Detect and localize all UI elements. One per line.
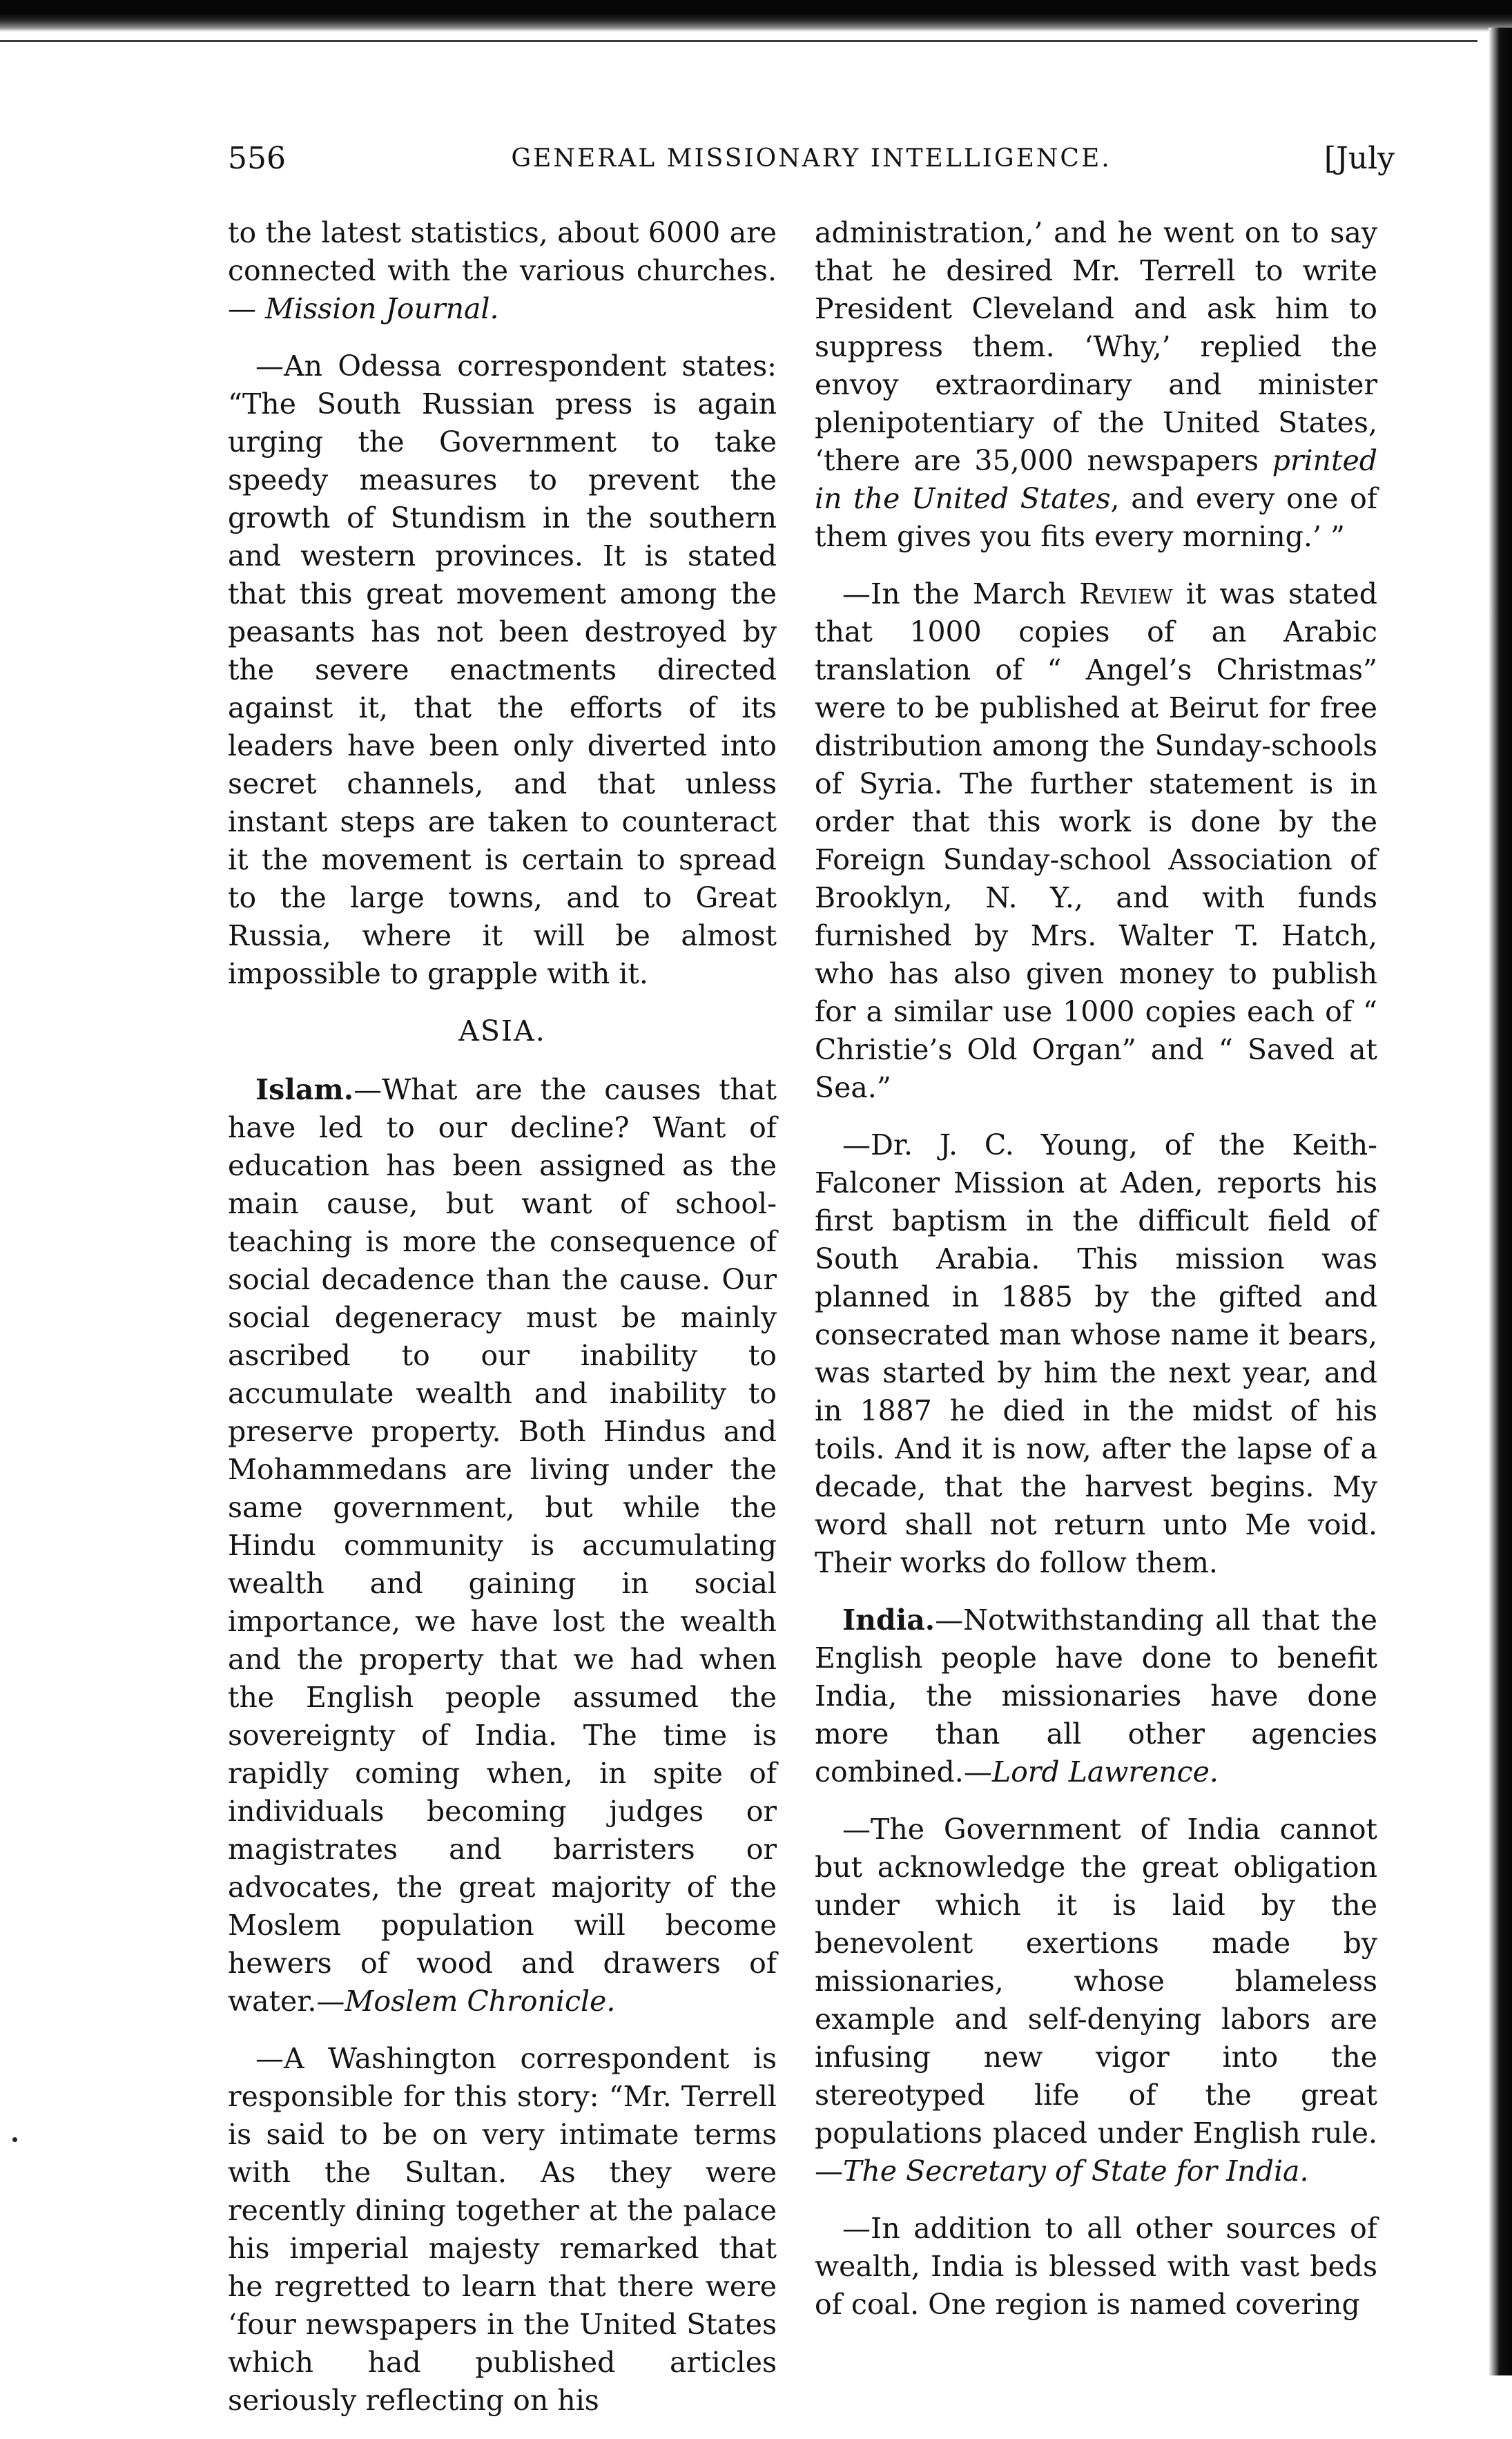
paragraph-text: administration,’ and he went on to say that he desired Mr. Terrell to write President Cleveland and ask him to suppress them. ‘Why,’ replied the envoy extraordinary and minister plenipotentiary of the United States, ‘there are 35,000 newspapers — [815, 216, 1377, 477]
italic-phrase: printed in the United States — [815, 444, 1377, 515]
paragraph — [228, 214, 777, 328]
paragraph-text: it was stated that 1000 copies of an Arabic translation of “ Angel’s Christmas” were to be published at Beirut for free distribution among the Sunday-schools of Syria. The further statement is in order that this work is done by the Foreign Sunday-school Association of Brooklyn, N. Y., and with funds furnished by Mrs. Walter T. Hatch, who has also given money to publish for a similar use 1000 copies each of “ Christie’s Old Organ” and “ Saved at Sea.” — [815, 577, 1377, 1104]
paragraph-text: —Notwithstanding all that the English people have done to benefit India, the missionaries have done more than all other agencies combined.— — [815, 1603, 1377, 1789]
section-heading: ASIA. — [458, 1014, 546, 1048]
paragraph: —An Odessa correspondent states: “The South Russian press is again urging the Government to take speedy measures to prevent the growth of Stundism in the southern and western provinces. It is stated that this great movement among the peasants has not been destroyed by the severe enactments directed against it, that the efforts of its leaders have been only diverted into secret channels, and that unless instant steps are taken to counteract it the movement is certain to spread to the large towns, and to Great Russia, where it will be almost impossible to grapple with it. — [228, 349, 777, 990]
paragraph — [815, 1811, 1377, 2190]
paragraph-text: —What are the causes that have led to our decline? Want of education has been assigned as the main cause, but want of school-teaching is more the consequence of social decadence than the cause. Our social degeneracy must be mainly ascribed to our inability to accumulate wealth and inability to preserve property. Both Hindus and Mohammedans are living under the same government, but while the Hindu community is accumulating wealth and gaining in social importance, we have lost the wealth and the property that we had when the English people assumed the sovereignty of India. The time is rapidly coming when, in spite of individuals becoming judges or magistrates and barristers or advocates, the great majority of the Moslem population will become hewers of wood and drawers of water.— — [228, 1073, 777, 2018]
month-label: [July — [1324, 141, 1395, 176]
right-column — [815, 214, 1377, 2343]
paragraph-text: —The Government of India cannot but acknowledge the great obligation under which it is laid by the benevolent exertions made by missionaries, whose blameless example and self-denying labors are infusing new vigor into the stereotyped life of the great populations placed under English rule.— — [815, 1813, 1377, 2188]
paragraph-lead: Islam. — [255, 1073, 354, 1106]
print-speck — [12, 2137, 17, 2142]
small-caps-word: Review — [1079, 577, 1173, 610]
source-citation: Lord Lawrence. — [991, 1755, 1219, 1789]
source-citation: Mission Journal. — [265, 292, 499, 325]
top-black-rule — [0, 0, 1512, 32]
thin-rule — [0, 40, 1477, 42]
paragraph — [815, 1601, 1377, 1791]
paragraph-text: , and every one of them gives you fits every morning.’ ” — [815, 482, 1377, 553]
paragraph: —In addition to all other sources of wealth, India is blessed with vast beds of coal. One region is named covering — [815, 2212, 1377, 2321]
paragraph: —Dr. J. C. Young, of the Keith-Falconer Mission at Aden, reports his first baptism in the difficult field of South Arabia. This mission was planned in 1885 by the gifted and consecrated man whose name it bears, was started by him the next year, and in 1887 he died in the midst of his toils. And it is now, after the lapse of a decade, that the harvest begins. My word shall not return unto Me void. Their works do follow them. — [815, 1128, 1377, 1579]
page-edge-shadow — [1489, 28, 1512, 2375]
paragraph-text: —In the March — [842, 577, 1080, 610]
paragraph — [815, 575, 1377, 1107]
page-number: 556 — [228, 141, 286, 176]
running-header — [228, 135, 1395, 183]
paragraph-lead: India. — [842, 1603, 936, 1637]
left-column — [228, 214, 777, 2439]
paragraph — [815, 214, 1377, 556]
paragraph — [228, 1071, 777, 2021]
source-citation: Moslem Chronicle. — [345, 1985, 616, 2018]
source-citation: The Secretary of State for India. — [843, 2154, 1309, 2188]
paragraph: —A Washington correspondent is responsible for this story: “Mr. Terrell is said to be on very intimate terms with the Sultan. As they were recently dining together at the palace his imperial majesty remarked that he regretted to learn that there were ‘four newspapers in the United States which had published articles seriously reflecting on his — [228, 2042, 777, 2417]
paragraph-text: to the latest statistics, about 6000 are connected with the various churches.— — [228, 216, 777, 325]
running-title: GENERAL MISSIONARY INTELLIGENCE. — [511, 144, 1112, 173]
